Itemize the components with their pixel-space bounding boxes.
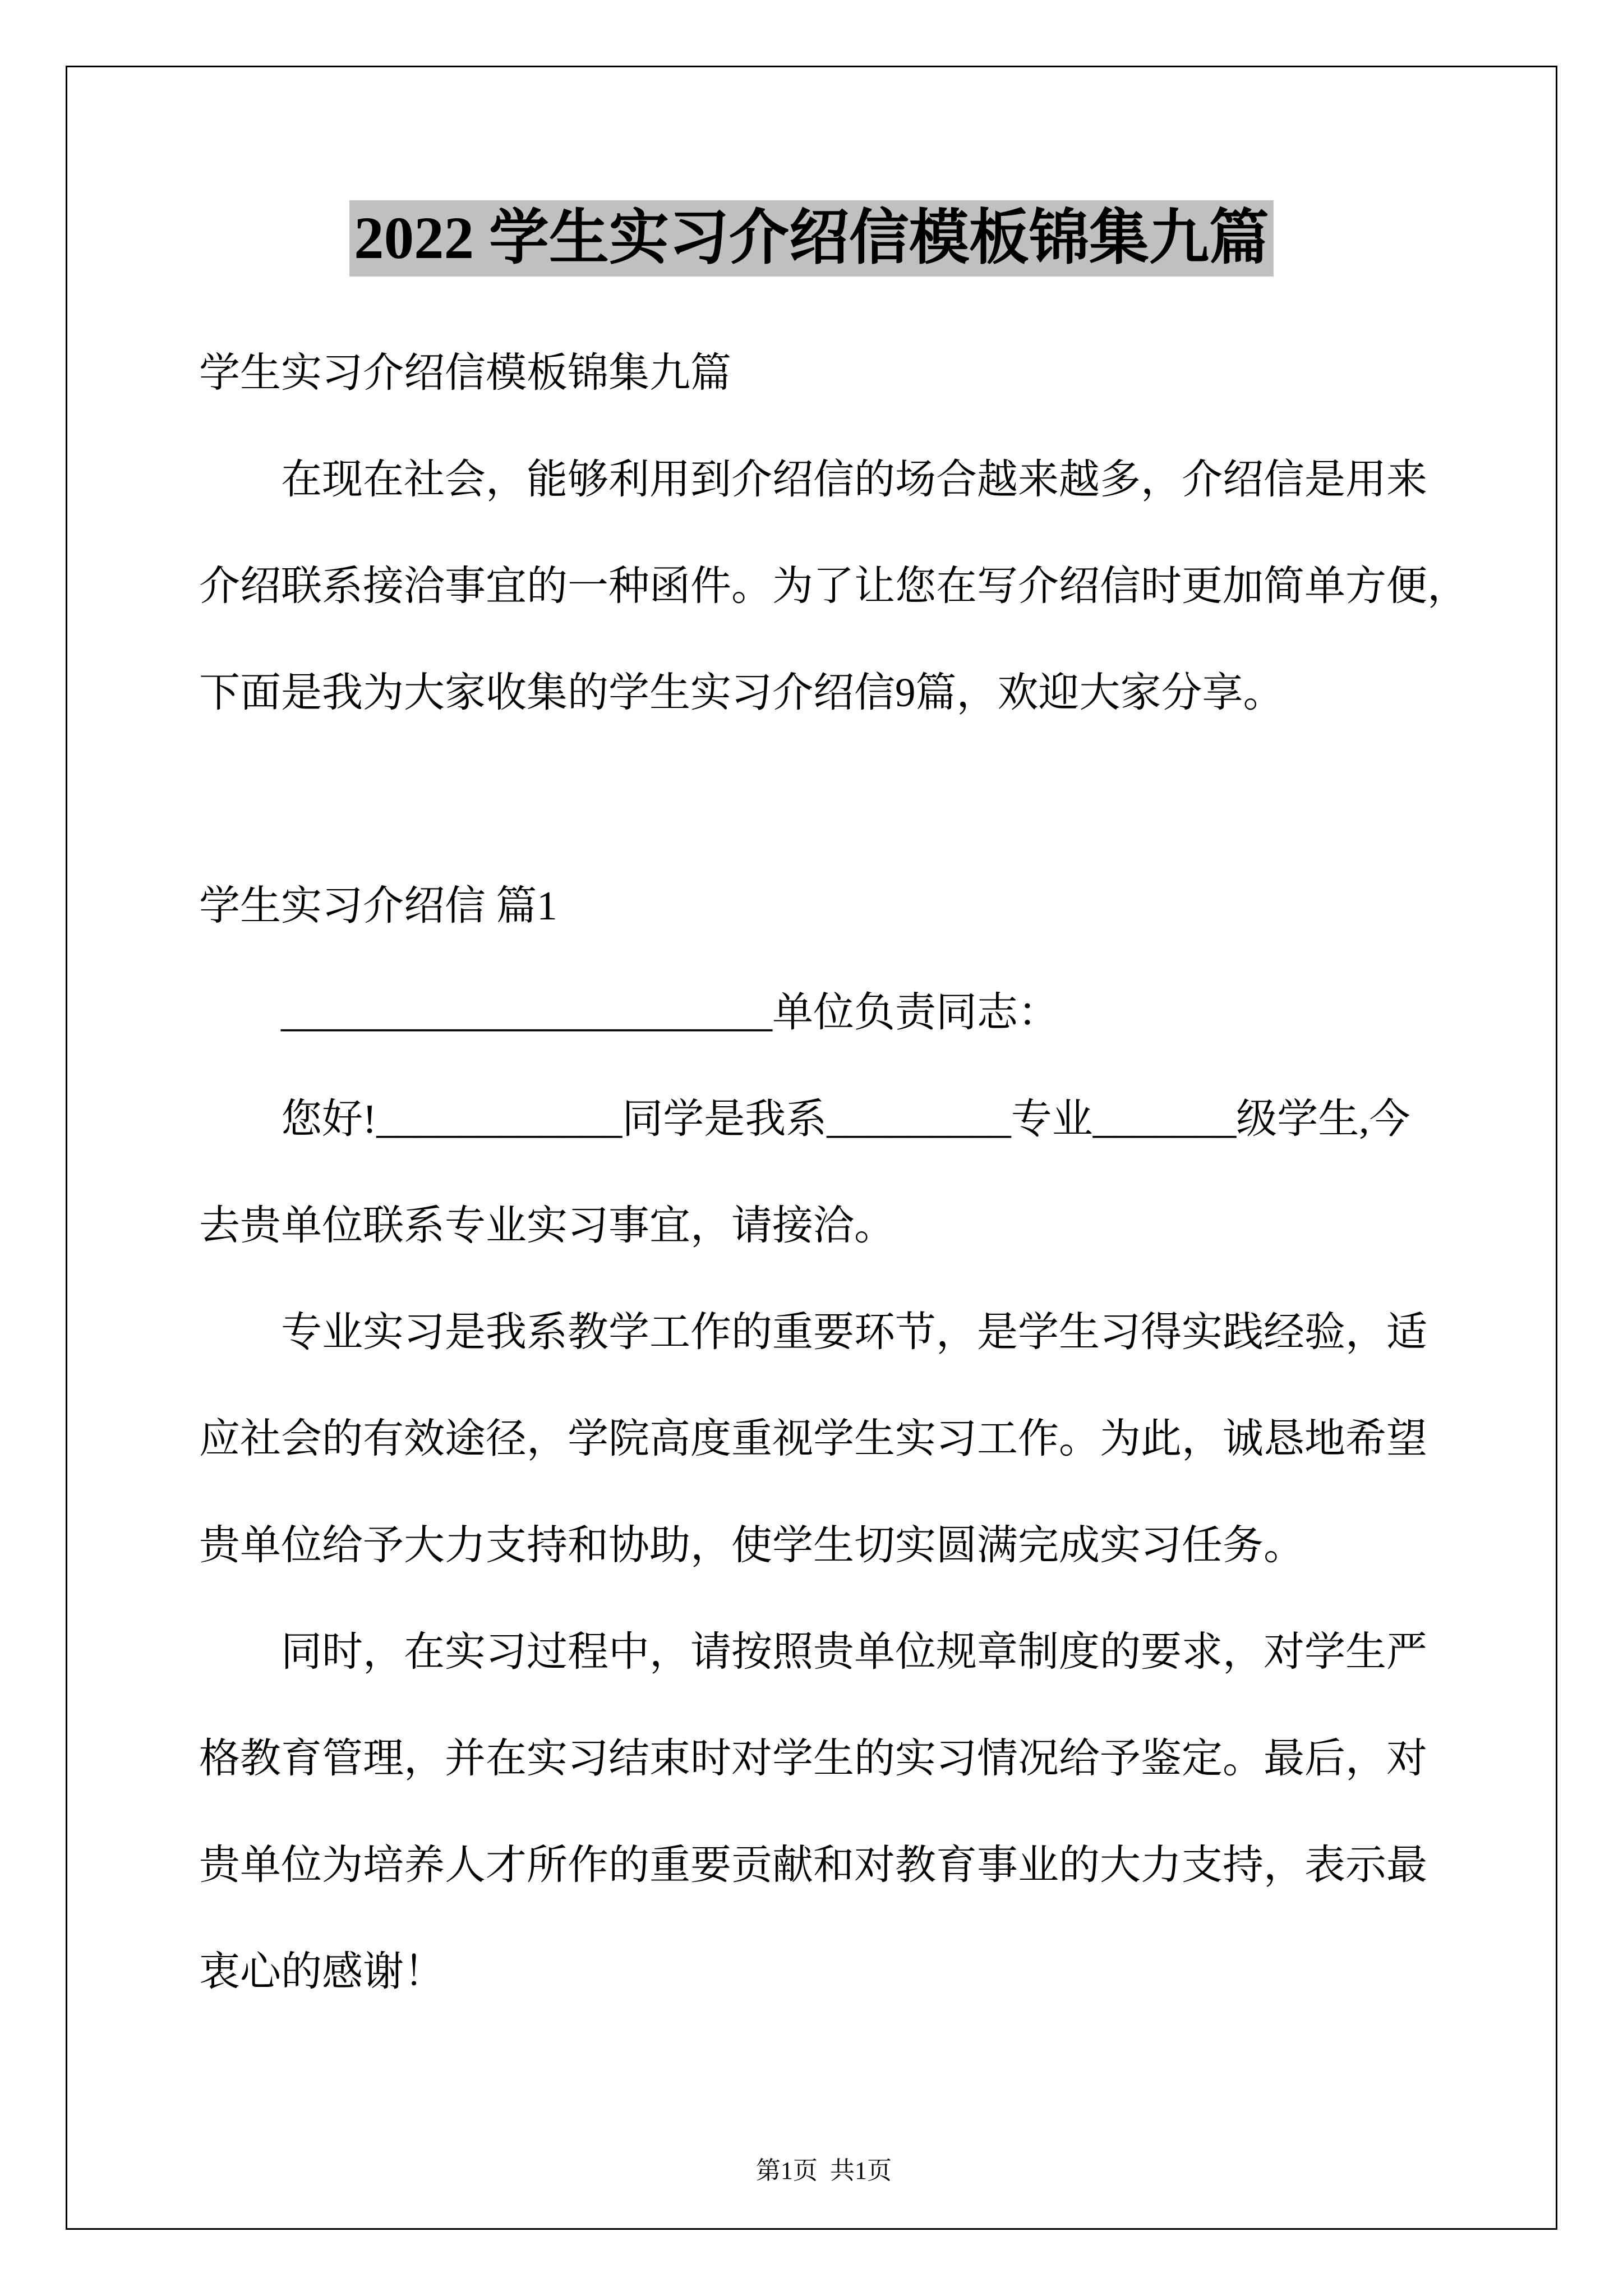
body-line: 贵单位为培养人才所作的重要贡献和对教育事业的大力支持，表示最 xyxy=(199,1842,1427,1888)
body-line: 格教育管理，并在实习结束时对学生的实习情况给予鉴定。最后，对 xyxy=(199,1736,1427,1781)
body-line-with-blank: ________________________单位负责同志： xyxy=(281,990,1059,1035)
body-line: 同时，在实习过程中，请按照贵单位规章制度的要求，对学生严 xyxy=(281,1629,1427,1674)
body-line: 贵单位给予大力支持和协助，使学生切实圆满完成实习任务。 xyxy=(199,1522,1304,1568)
document-title-row xyxy=(66,200,1557,277)
body-line: 学生实习介绍信模板锦集九篇 xyxy=(199,350,731,395)
body-line: 在现在社会，能够利用到介绍信的场合越来越多，介绍信是用来 xyxy=(281,457,1427,502)
document-title: 2022 学生实习介绍信模板锦集九篇 xyxy=(349,200,1274,277)
body-line: 学生实习介绍信 篇1 xyxy=(199,883,557,928)
body-line: 专业实习是我系教学工作的重要环节，是学生习得实践经验，适 xyxy=(281,1309,1427,1355)
page-number: 第1页 共1页 xyxy=(756,2157,892,2184)
page-footer xyxy=(66,2127,1557,2215)
body-line: 衷心的感谢！ xyxy=(199,1949,445,1994)
body-line-with-blank: 您好!____________同学是我系_________专业_______级学生,今 xyxy=(281,1096,1410,1142)
blank-line xyxy=(199,746,1450,853)
document-body xyxy=(199,320,1468,2025)
body-line: 介绍联系接洽事宜的一种函件。为了让您在写介绍信时更加简单方便， xyxy=(199,563,1468,609)
body-line: 下面是我为大家收集的学生实习介绍信9篇，欢迎大家分享。 xyxy=(199,670,1284,715)
body-line: 应社会的有效途径，学院高度重视学生实习工作。为此，诚恳地希望 xyxy=(199,1416,1427,1461)
body-line: 去贵单位联系专业实习事宜，请接洽。 xyxy=(199,1203,895,1248)
